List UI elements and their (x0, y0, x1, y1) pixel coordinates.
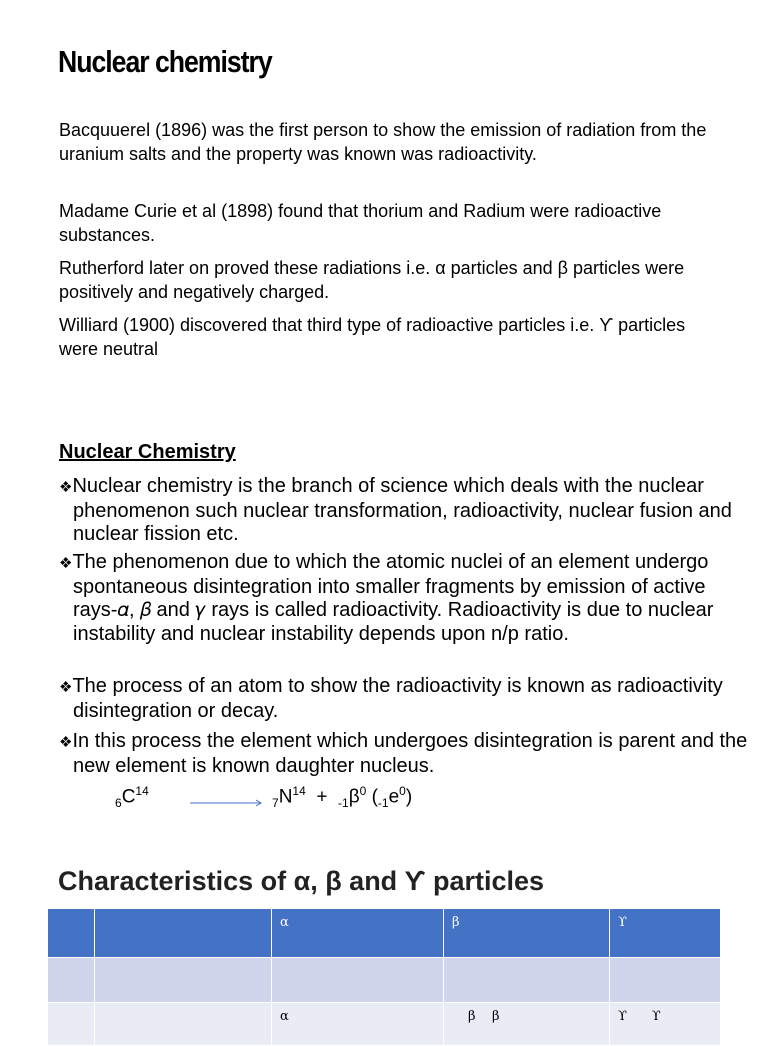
table-header-cell: α (272, 909, 444, 958)
characteristics-title: Characteristics of α, β and ϒ particles (58, 866, 545, 896)
paragraph-williard: Williard (1900) discovered that third type of radioactive particles i.e. ϒ particles were neutral (59, 315, 686, 359)
table-cell: ϒ ϒ (610, 1003, 721, 1046)
table-header-cell (95, 909, 272, 958)
bullet-diamond-icon: ❖ (59, 479, 73, 496)
bullet-item (59, 675, 753, 723)
table-cell (95, 1003, 272, 1046)
bullet-diamond-icon: ❖ (59, 555, 73, 572)
characteristics-table (47, 908, 721, 1046)
table-header-row (48, 909, 721, 958)
table-cell (48, 958, 95, 1003)
table-cell (48, 1003, 95, 1046)
table-cell: α (272, 1003, 444, 1046)
bullet-text: The process of an atom to show the radioactivity is known as radioactivity disintegration or decay. (72, 675, 723, 722)
table-header-cell: ϒ (610, 909, 721, 958)
paragraph-curie: Madame Curie et al (1898) found that thorium and Radium were radioactive substances. (59, 201, 662, 245)
bullet-item (59, 551, 753, 646)
table-header-cell (48, 909, 95, 958)
table-cell (610, 958, 721, 1003)
table-row (48, 1003, 721, 1046)
bullet-item (59, 475, 753, 547)
table-cell (95, 958, 272, 1003)
table-header-cell: β (444, 909, 610, 958)
table-row (48, 958, 721, 1003)
bullet-text: The phenomenon due to which the atomic nuclei of an element undergo spontaneous disintegration into smaller fragments by emission of active rays-𝛼, 𝛽 and 𝛾 rays is called radioactivity. Radioactivity is due to nuclear instability and nuclear instability depends upon n/p ratio. (72, 551, 714, 645)
bullet-diamond-icon: ❖ (59, 734, 73, 751)
bullet-text: Nuclear chemistry is the branch of science which deals with the nuclear phenomenon such nuclear transformation, radioactivity, nuclear fusion and nuclear fission etc. (72, 475, 732, 545)
slide-title: Nuclear chemistry (58, 44, 272, 79)
equation-reactant: $_6C^{14}$ (115, 784, 149, 811)
table-cell: β β (444, 1003, 610, 1046)
bullet-item (59, 730, 753, 778)
paragraph-rutherford: Rutherford later on proved these radiations i.e. α particles and β particles were positively and negatively charged. (59, 258, 685, 302)
table-cell (444, 958, 610, 1003)
section-title: Nuclear Chemistry (59, 441, 236, 463)
paragraph-becquerel: Bacquuerel (1896) was the first person to show the emission of radiation from the uranium salts and the property was known was radioactivity. (59, 120, 707, 164)
reaction-arrow-icon (190, 799, 262, 807)
equation-products: $_7N^{14} + _{-1}\beta^0$ $(_{-1}e^0)$ (272, 784, 413, 811)
table-cell (272, 958, 444, 1003)
bullet-diamond-icon: ❖ (59, 679, 73, 696)
bullet-text: In this process the element which undergoes disintegration is parent and the new element is known daughter nucleus. (72, 730, 748, 777)
